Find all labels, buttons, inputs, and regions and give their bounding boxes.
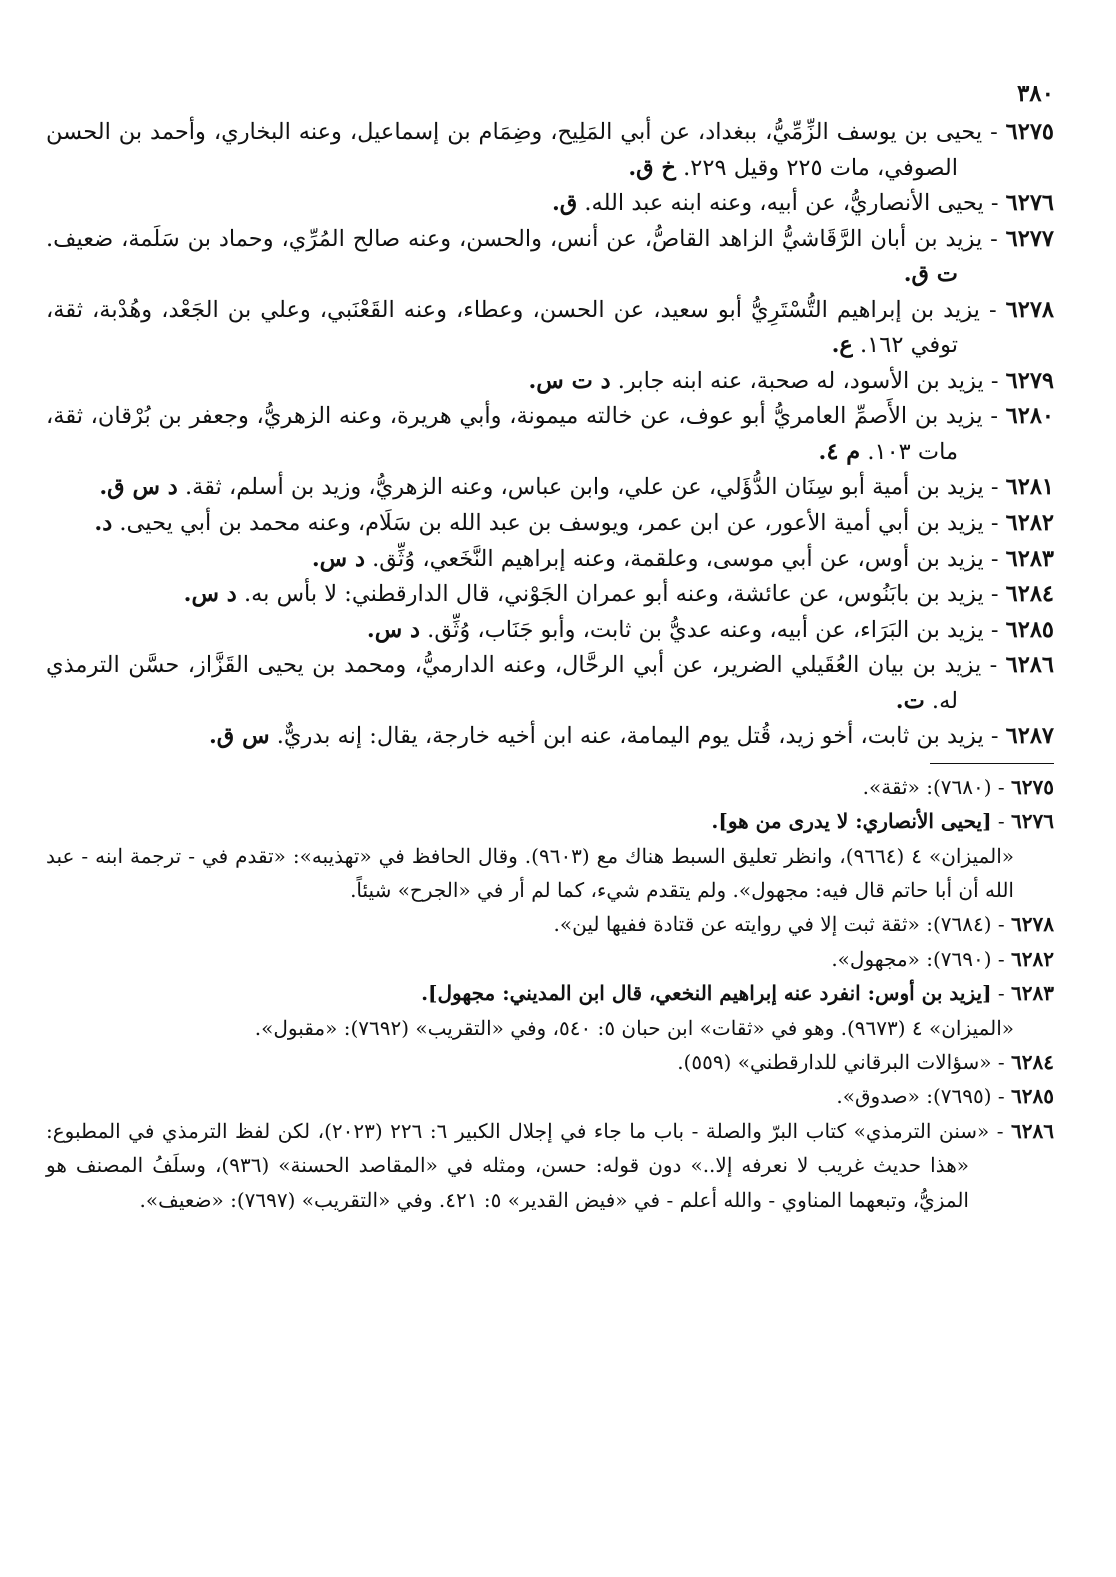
footnote-number: ٦٢٧٥ <box>1011 774 1054 799</box>
entry-number: ٦٢٨٧ <box>1005 723 1054 750</box>
footnote-number: ٦٢٨٥ <box>1011 1084 1054 1109</box>
entry: ٦٢٨٥ - يزيد بن البَرَاء، عن أبيه، وعنه عديُّ بن ثابت، وأبو جَنَاب، وُثِّق. د س. <box>366 616 1054 643</box>
entry-text: يزيد بن بيان العُقَيلي الضرير، عن أبي الرحَّال، وعنه الدارميُّ، ومحمد بن يحيى القَزَّاز، حسَّن الترمذي له. <box>46 652 982 714</box>
entry-number: ٦٢٨٦ <box>1005 652 1054 679</box>
entry: ٦٢٧٦ - يحيى الأنصاريُّ، عن أبيه، وعنه ابنه عبد الله. ق. <box>551 190 1054 217</box>
entry-number: ٦٢٨٣ <box>1005 545 1054 572</box>
entry-number: ٦٢٨٢ <box>1005 510 1054 537</box>
entry-number: ٦٢٨٥ <box>1005 616 1054 643</box>
footnote-text: (٧٦٩٥): «صدوق». <box>836 1084 992 1109</box>
entry-code: ق. <box>551 190 578 217</box>
footnote-number: ٦٢٨٤ <box>1011 1049 1054 1074</box>
entry-text: يزيد بن أمية أبو سِنَان الدُّؤَلي، عن علي، وابن عباس، وعنه الزهريُّ، وزيد بن أسلم، ثقة. <box>184 474 984 501</box>
entry-text: يزيد بن البَرَاء، عن أبيه، وعنه عديُّ بن ثابت، وأبو جَنَاب، وُثِّق. <box>427 616 984 643</box>
footnote-number: ٦٢٧٨ <box>1011 912 1054 937</box>
footnote-separator <box>930 763 1054 764</box>
footnote: ٦٢٨٣ - [يزيد بن أوس: انفرد عنه إبراهيم النخعي، قال ابن المديني: مجهول]. <box>421 981 1054 1006</box>
entry-text: يزيد بن أوس، عن أبي موسى، وعلقمة، وعنه إبراهيم النَّخَعي، وُثِّق. <box>372 545 984 572</box>
footnote: ٦٢٨٢ - (٧٦٩٠): «مجهول». <box>831 946 1054 971</box>
entry-text: يزيد بن أبان الرَّقَاشيُّ الزاهد القاصُّ، عن أنس، والحسن، وعنه صالح المُرِّي، وحماد بن سَلَمة، ضعيف. <box>46 225 983 252</box>
entry-code: د س ق. <box>99 474 178 501</box>
page-number: ٣٨٠ <box>1016 80 1054 107</box>
entry-text: يزيد بن ثابت، أخو زيد، قُتل يوم اليمامة، عنه ابن أخيه خارجة، يقال: إنه بدريٌّ. <box>276 723 984 750</box>
footnotes-list <box>46 770 1054 1217</box>
footnote: ٦٢٨٤ - «سؤالات البرقاني للدارقطني» (٥٥٩). <box>677 1049 1054 1074</box>
entry-number: ٦٢٨٤ <box>1005 581 1054 608</box>
footnote-text: «سؤالات البرقاني للدارقطني» (٥٥٩). <box>677 1049 992 1074</box>
entry: ٦٢٨٣ - يزيد بن أوس، عن أبي موسى، وعلقمة، وعنه إبراهيم النَّخَعي، وُثِّق. د س. <box>311 545 1054 572</box>
entry-code: خ ق. <box>628 154 676 181</box>
entry-code: د. <box>94 510 113 537</box>
entry-number: ٦٢٧٦ <box>1005 190 1054 217</box>
entry-code: ت. <box>895 687 925 714</box>
footnote: ٦٢٧٥ - (٧٦٨٠): «ثقة». <box>862 774 1054 799</box>
entry-number: ٦٢٨٠ <box>1005 403 1054 430</box>
entry-code: د س. <box>366 616 421 643</box>
footnote-bold-text: [يزيد بن أوس: انفرد عنه إبراهيم النخعي، قال ابن المديني: مجهول]. <box>421 981 992 1006</box>
entry-number: ٦٢٧٧ <box>1005 225 1054 252</box>
entry-text: يحيى بن يوسف الزِّمِّيُّ، ببغداد، عن أبي المَلِيح، وضِمَام بن إسماعيل، وعنه البخاري، وأحمد بن الحسن الصوفي، مات ٢٢٥ وقيل ٢٢٩. <box>46 119 983 181</box>
entry-number: ٦٢٨١ <box>1005 474 1054 501</box>
entry-code: ع. <box>831 332 853 359</box>
entry-text: يزيد بن الأسود، له صحبة، عنه ابنه جابر. <box>617 367 984 394</box>
entry-number: ٦٢٧٩ <box>1005 367 1054 394</box>
entry-number: ٦٢٧٨ <box>1005 296 1054 323</box>
entry: ٦٢٧٨ - يزيد بن إبراهيم التُّسْتَرِيُّ أبو سعيد، عن الحسن، وعطاء، وعنه القَعْنَبي، وعلي بن الجَعْد، وهُدْبة، ثقة، توفي ١٦٢. ع. <box>46 296 1054 359</box>
footnote-bold-text: [يحيى الأنصاري: لا يدرى من هو]. <box>711 809 992 834</box>
entry-code: د س. <box>311 545 365 572</box>
entry-text: يزيد بن الأَصمِّ العامريُّ أبو عوف، عن خالته ميمونة، وأبي هريرة، وعنه الزهريُّ، وجعفر بن بُرْقان، ثقة، مات ١٠٣. <box>46 403 983 465</box>
entry: ٦٢٨٠ - يزيد بن الأَصمِّ العامريُّ أبو عوف، عن خالته ميمونة، وأبي هريرة، وعنه الزهريُّ، وجعفر بن بُرْقان، ثقة، مات ١٠٣. م ٤. <box>46 403 1054 465</box>
footnote-number: ٦٢٨٢ <box>1011 946 1054 971</box>
entry: ٦٢٨٢ - يزيد بن أبي أمية الأعور، عن ابن عمر، ويوسف بن عبد الله بن سَلَام، وعنه محمد بن أبي يحيى. د. <box>94 510 1054 537</box>
entry-number: ٦٢٧٥ <box>1005 119 1054 145</box>
entry: ٦٢٨٦ - يزيد بن بيان العُقَيلي الضرير، عن أبي الرحَّال، وعنه الدارميُّ، ومحمد بن يحيى القَزَّاز، حسَّن الترمذي له. ت. <box>46 652 1054 714</box>
entries-list <box>46 115 1054 755</box>
footnote-text: «سنن الترمذي» كتاب البرّ والصلة - باب ما جاء في إجلال الكبير ٦: ٢٢٦ (٢٠٢٣)، لكن لفظ الترمذي في المطبوع: «هذا حديث غريب لا نعرفه إلا..» دون قوله: حسن، ومثله في «المقاصد الحسنة» (٩٣٦)، وسلَفُ المصنف هو المزيُّ، وتبعهما المناوي - والله أعلم - في «فيض القدير» ٥: ٤٢١. وفي «التقريب» (٧٦٩٧): «ضعيف». <box>46 1118 990 1212</box>
entry: ٦٢٨٧ - يزيد بن ثابت، أخو زيد، قُتل يوم اليمامة، عنه ابن أخيه خارجة، يقال: إنه بدريٌّ. س ق. <box>208 723 1054 750</box>
footnote: ٦٢٧٦ - [يحيى الأنصاري: لا يدرى من هو]. <box>711 809 1054 834</box>
entry-text: يزيد بن إبراهيم التُّسْتَرِيُّ أبو سعيد، عن الحسن، وعطاء، وعنه القَعْنَبي، وعلي بن الجَعْد، وهُدْبة، ثقة، توفي ١٦٢. <box>46 296 980 359</box>
entry-code: د س. <box>183 581 237 608</box>
footnote: ٦٢٧٨ - (٧٦٨٤): «ثقة ثبت إلا في روايته عن قتادة ففيها لين». <box>553 912 1054 937</box>
footnote: ٦٢٨٦ - «سنن الترمذي» كتاب البرّ والصلة - باب ما جاء في إجلال الكبير ٦: ٢٢٦ (٢٠٢٣)، لكن لفظ الترمذي في المطبوع: «هذا حديث غريب لا نعرفه إلا..» دون قوله: حسن، ومثله في «المقاصد الحسنة» (٩٣٦)، وسلَفُ المصنف هو المزيُّ، وتبعهما المناوي - والله أعلم - في «فيض القدير» ٥: ٤٢١. وفي «التقريب» (٧٦٩٧): «ضعيف». <box>46 1118 1054 1212</box>
entry-code: د ت س. <box>528 367 611 394</box>
footnote-text: (٧٦٨٠): «ثقة». <box>862 774 992 799</box>
entry: ٦٢٨٤ - يزيد بن بابَنُوس، عن عائشة، وعنه أبو عمران الجَوْني، قال الدارقطني: لا بأس به. د س. <box>183 581 1054 608</box>
footnote: ٦٢٨٥ - (٧٦٩٥): «صدوق». <box>836 1084 1054 1109</box>
entry-text: يزيد بن بابَنُوس، عن عائشة، وعنه أبو عمران الجَوْني، قال الدارقطني: لا بأس به. <box>243 581 984 608</box>
entry-text: يزيد بن أبي أمية الأعور، عن ابن عمر، ويوسف بن عبد الله بن سَلَام، وعنه محمد بن أبي يحيى. <box>119 510 984 537</box>
footnote-number: ٦٢٨٣ <box>1011 981 1054 1006</box>
entry: ٦٢٨١ - يزيد بن أمية أبو سِنَان الدُّؤَلي، عن علي، وابن عباس، وعنه الزهريُّ، وزيد بن أسلم، ثقة. د س ق. <box>99 474 1054 501</box>
footnote-number: ٦٢٨٦ <box>1011 1118 1054 1143</box>
footnote-text: (٧٦٨٤): «ثقة ثبت إلا في روايته عن قتادة ففيها لين». <box>553 912 992 937</box>
entry-text: يحيى الأنصاريُّ، عن أبيه، وعنه ابنه عبد الله. <box>584 190 984 217</box>
footnote-number: ٦٢٧٦ <box>1011 809 1054 834</box>
footnote-continuation: «الميزان» ٤ (٩٦٦٤)، وانظر تعليق السبط هناك مع (٩٦٠٣). وقال الحافظ في «تهذيبه»: «تقدم في - ترجمة ابنه - عبد الله أن أبا حاتم قال فيه: مجهول». ولم يتقدم شيء، كما لم أر في «الجرح» شيئاً. <box>46 843 1014 903</box>
footnote-continuation: «الميزان» ٤ (٩٦٧٣). وهو في «ثقات» ابن حبان ٥: ٥٤٠، وفي «التقريب» (٧٦٩٢): «مقبول». <box>254 1015 1014 1040</box>
entry-code: س ق. <box>208 723 270 750</box>
entry: ٦٢٧٧ - يزيد بن أبان الرَّقَاشيُّ الزاهد القاصُّ، عن أنس، والحسن، وعنه صالح المُرِّي، وحماد بن سَلَمة، ضعيف. ت ق. <box>46 225 1054 288</box>
entry: ٦٢٧٥ - يحيى بن يوسف الزِّمِّيُّ، ببغداد، عن أبي المَلِيح، وضِمَام بن إسماعيل، وعنه البخاري، وأحمد بن الحسن الصوفي، مات ٢٢٥ وقيل ٢٢٩. خ ق. <box>46 119 1054 181</box>
entry: ٦٢٧٩ - يزيد بن الأسود، له صحبة، عنه ابنه جابر. د ت س. <box>528 367 1054 394</box>
entry-code: ت ق. <box>903 261 958 288</box>
footnote-text: (٧٦٩٠): «مجهول». <box>831 946 992 971</box>
entry-code: م ٤. <box>818 438 861 465</box>
